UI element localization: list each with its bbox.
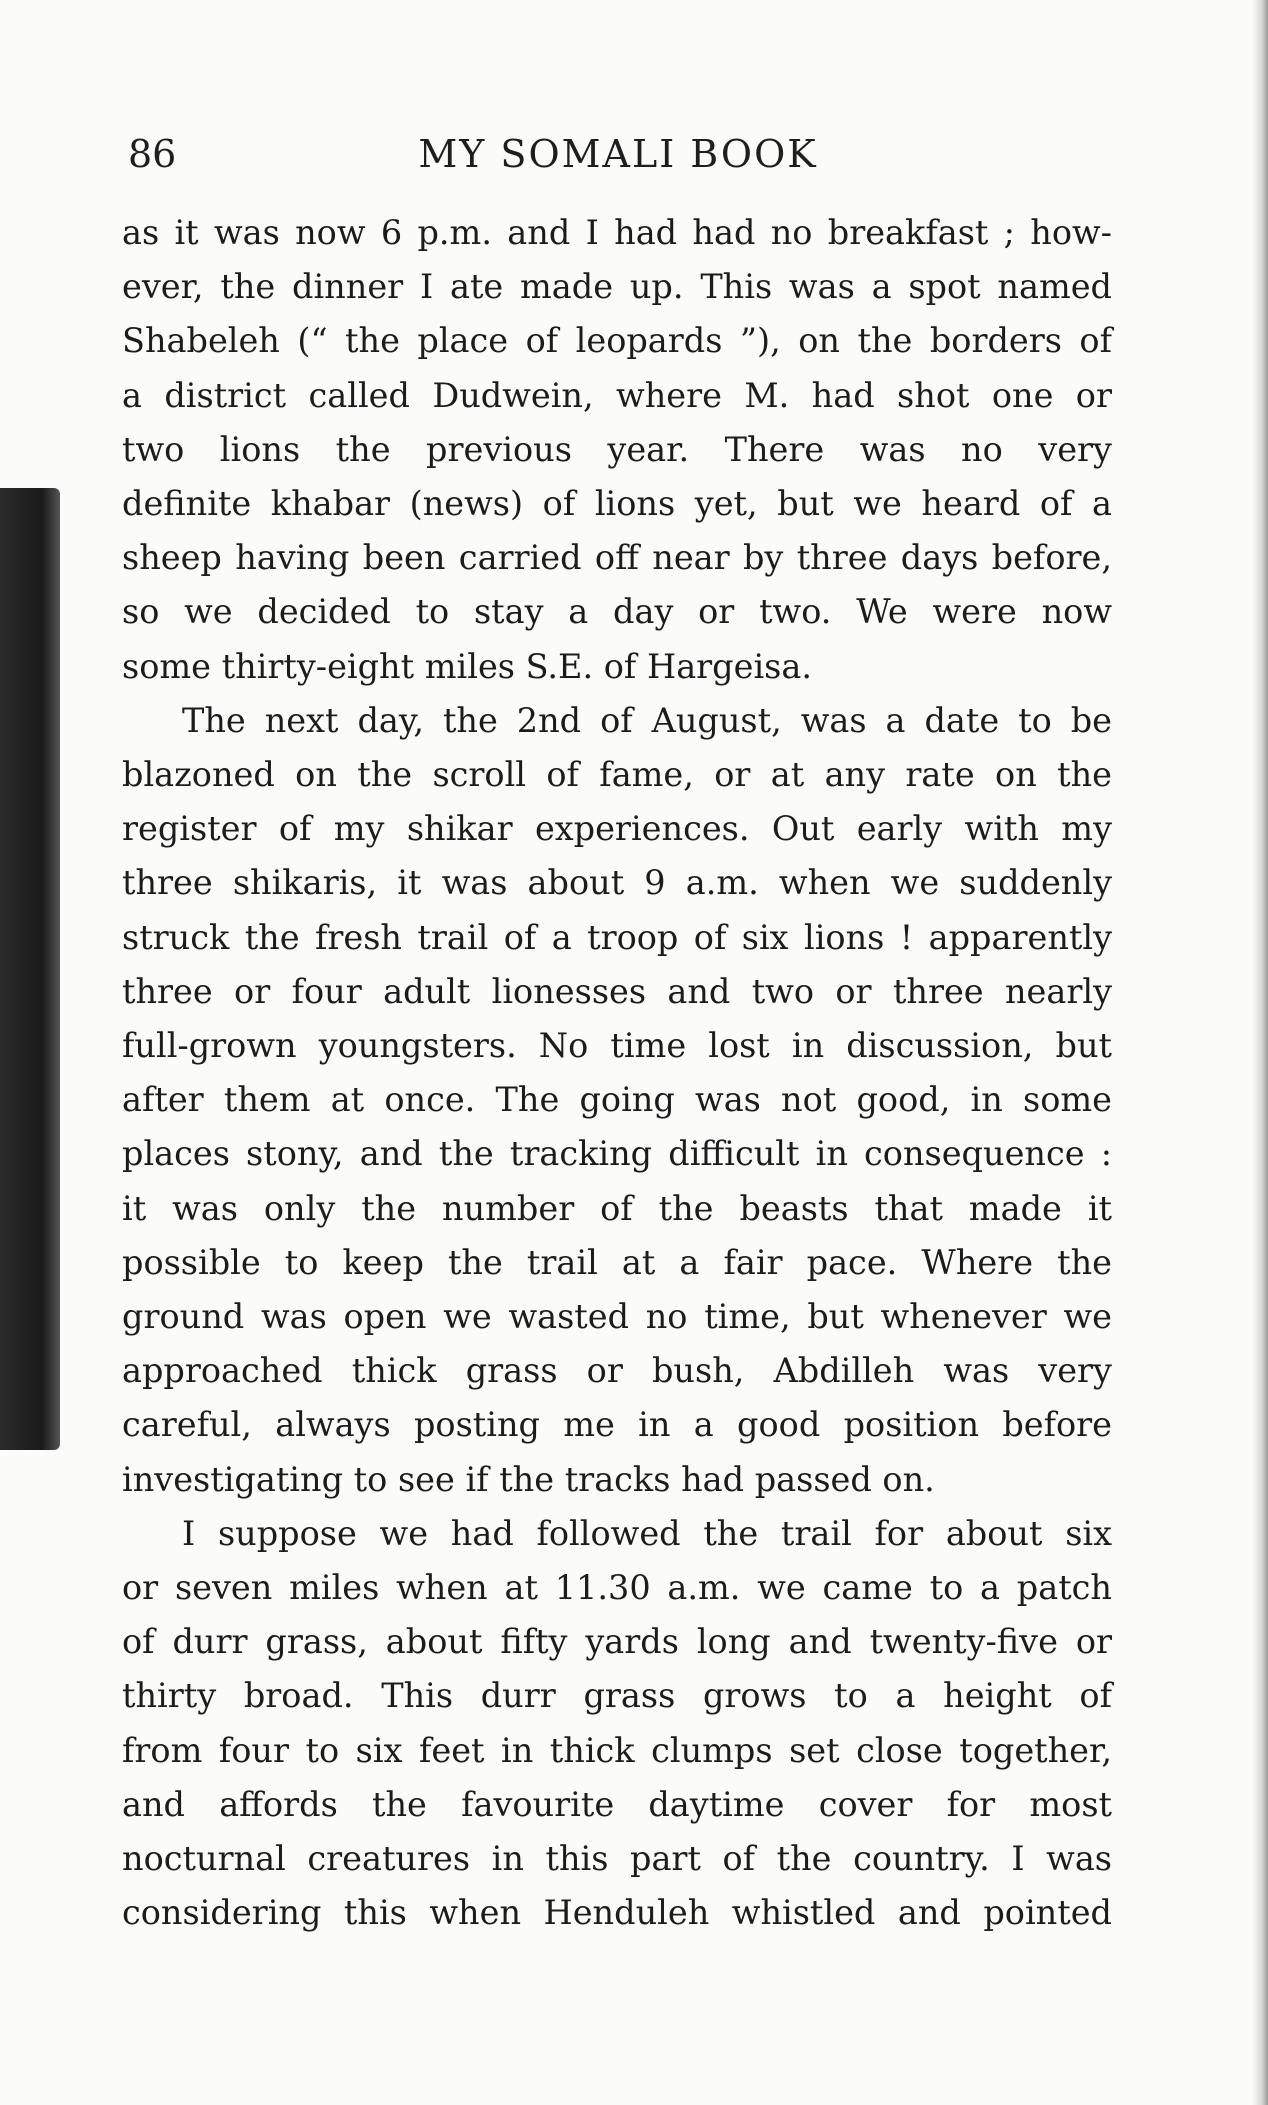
text-line: after them at once. The going was not good, in some [122, 1080, 1112, 1120]
text-line: places stony, and the tracking difficult in consequence : [122, 1134, 1112, 1174]
text-line: and affords the favourite daytime cover for most [122, 1784, 1112, 1824]
adjacent-page-edge [0, 488, 60, 1450]
text-line: three shikaris, it was about 9 a.m. when we suddenly [122, 863, 1112, 903]
text-line: struck the fresh trail of a troop of six lions ! apparently [122, 917, 1112, 957]
body-text [122, 206, 1112, 1941]
text-line: register of my shikar experiences. Out early with my [122, 809, 1112, 849]
text-line: thirty broad. This durr grass grows to a height of [122, 1676, 1112, 1716]
text-line: as it was now 6 p.m. and I had had no breakfast ; how- [122, 213, 1112, 252]
text-line: I suppose we had followed the trail for about six [182, 1513, 1112, 1553]
text-line: blazoned on the scroll of fame, or at any rate on the [122, 755, 1112, 795]
text-line: possible to keep the trail at a fair pace. Where the [122, 1242, 1112, 1282]
text-line: definite khabar (news) of lions yet, but we heard of a [122, 484, 1112, 524]
text-line: careful, always posting me in a good position before [122, 1405, 1112, 1445]
page-fore-edge [1252, 0, 1268, 2105]
text-line: The next day, the 2nd of August, was a date to be [182, 700, 1112, 740]
text-line: some thirty-eight miles S.E. of Hargeisa. [122, 646, 812, 686]
text-line: nocturnal creatures in this part of the country. I was [122, 1839, 1112, 1879]
text-line: or seven miles when at 11.30 a.m. we came to a patch [122, 1568, 1112, 1608]
text-line: ground was open we wasted no time, but whenever we [122, 1297, 1112, 1337]
text-line: of durr grass, about fifty yards long and twenty-five or [122, 1622, 1112, 1662]
text-line: full-grown youngsters. No time lost in discussion, but [122, 1026, 1112, 1066]
text-line: two lions the previous year. There was no very [122, 429, 1112, 469]
text-line: from four to six feet in thick clumps set close together, [122, 1730, 1112, 1770]
text-line: a district called Dudwein, where M. had shot one or [122, 375, 1112, 415]
text-line: so we decided to stay a day or two. We were now [122, 592, 1112, 632]
text-line: considering this when Henduleh whistled and pointed [122, 1893, 1112, 1933]
page-number: 86 [128, 132, 177, 176]
running-title: MY SOMALI BOOK [418, 132, 818, 176]
text-line: ever, the dinner I ate made up. This was a spot named [122, 267, 1112, 307]
text-line: three or four adult lionesses and two or three nearly [122, 971, 1112, 1011]
running-header [128, 132, 1108, 182]
text-line: it was only the number of the beasts that made it [122, 1188, 1112, 1228]
text-line: investigating to see if the tracks had passed on. [122, 1459, 935, 1499]
text-line: approached thick grass or bush, Abdilleh was very [122, 1351, 1112, 1391]
text-line: Shabeleh (“ the place of leopards ”), on the borders of [122, 321, 1112, 361]
text-line: sheep having been carried off near by three days before, [122, 538, 1112, 578]
